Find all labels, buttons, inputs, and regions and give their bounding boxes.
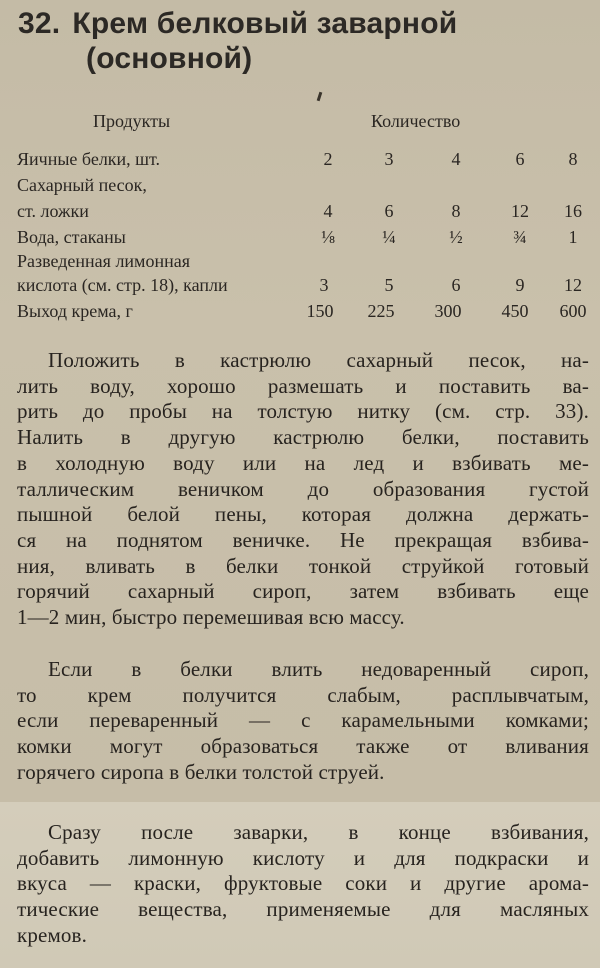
paragraph-line: добавить лимонную кислоту и для подкраски и <box>17 845 589 870</box>
table-cell: ½ <box>449 227 463 247</box>
paragraph-line: рить до пробы на толстую нитку (см. стр. 33). <box>17 399 589 424</box>
paragraph-line: то крем получится слабым, расплывчатым, <box>17 682 589 707</box>
paragraph-line: тические вещества, применяемые для масляных <box>17 897 589 922</box>
paragraph-line: пышной белой пены, которая должна держать- <box>17 502 589 527</box>
paragraph-line: если переваренный — с карамельными комками; <box>17 708 589 733</box>
table-row-label: ст. ложки <box>17 201 89 221</box>
body-paragraph <box>17 820 589 949</box>
table-cell: ⅛ <box>321 227 335 247</box>
paragraph-line: лить воду, хорошо размешать и поставить ва- <box>17 373 589 398</box>
body-paragraph <box>17 348 589 631</box>
paragraph-line: ния, вливать в белки тонкой струйкой готовый <box>17 553 589 578</box>
paragraph-line: горячего сиропа в белки толстой струей. <box>17 759 385 784</box>
table-cell: 225 <box>367 301 395 321</box>
table-cell: ¼ <box>382 227 396 247</box>
paragraph-line: горячий сахарный сироп, затем взбивать еще <box>17 579 589 604</box>
paragraph-line: ся на поднятом веничке. Не прекращая взбива- <box>17 527 589 552</box>
table-cell: 2 <box>323 149 333 169</box>
paragraph-line: в холодную воду или на лед и взбивать ме- <box>17 450 589 475</box>
table-header-quantity: Количество <box>371 111 461 131</box>
table-cell: ¾ <box>513 227 527 247</box>
recipe-title-line1: Крем белковый заварной <box>72 7 458 40</box>
table-cell: 6 <box>451 275 461 295</box>
table-cell: 1 <box>568 227 578 247</box>
paragraph-line: Если в белки влить недоваренный сироп, <box>48 657 589 681</box>
table-cell: 12 <box>511 201 529 221</box>
table-cell: 8 <box>568 149 578 169</box>
table-cell: 9 <box>515 275 525 295</box>
paragraph-line: вкуса — краски, фруктовые соки и другие арома- <box>17 871 589 896</box>
table-cell: 150 <box>306 301 334 321</box>
table-cell: 300 <box>434 301 462 321</box>
recipe-number: 32. <box>18 7 61 40</box>
recipe-title <box>18 6 457 76</box>
table-cell: 5 <box>384 275 394 295</box>
recipe-title-line2: (основной) <box>86 42 253 75</box>
table-row-label: Сахарный песок, <box>17 175 147 195</box>
table-cell: 12 <box>564 275 582 295</box>
table-row-label: Вода, стаканы <box>17 227 126 247</box>
body-paragraph <box>17 657 589 786</box>
table-cell: 3 <box>319 275 329 295</box>
table-cell: 6 <box>384 201 394 221</box>
paragraph-line: Положить в кастрюлю сахарный песок, на- <box>48 348 589 372</box>
paragraph-line: таллическим веничком до образования густой <box>17 476 589 501</box>
table-cell: 6 <box>515 149 525 169</box>
paragraph-line: кремов. <box>17 922 88 947</box>
table-cell: 16 <box>564 201 582 221</box>
table-cell: 600 <box>559 301 587 321</box>
table-header-products: Продукты <box>93 111 171 131</box>
table-cell: 4 <box>451 149 461 169</box>
paragraph-line: комки могут образоваться также от вливания <box>17 734 589 759</box>
paragraph-line: 1—2 мин, быстро перемешивая всю массу. <box>17 605 405 630</box>
table-cell: 8 <box>451 201 461 221</box>
table-row-label: Выход крема, г <box>17 301 133 321</box>
table-cell: 4 <box>323 201 333 221</box>
table-row-label: кислота (см. стр. 18), капли <box>17 275 228 295</box>
table-row-label: Яичные белки, шт. <box>17 149 161 169</box>
paragraph-line: Сразу после заварки, в конце взбивания, <box>48 820 589 844</box>
table-cell: 450 <box>501 301 529 321</box>
table-row-label: Разведенная лимонная <box>17 251 190 271</box>
table-cell: 3 <box>384 149 394 169</box>
paragraph-line: Налить в другую кастрюлю белки, поставить <box>17 425 589 450</box>
